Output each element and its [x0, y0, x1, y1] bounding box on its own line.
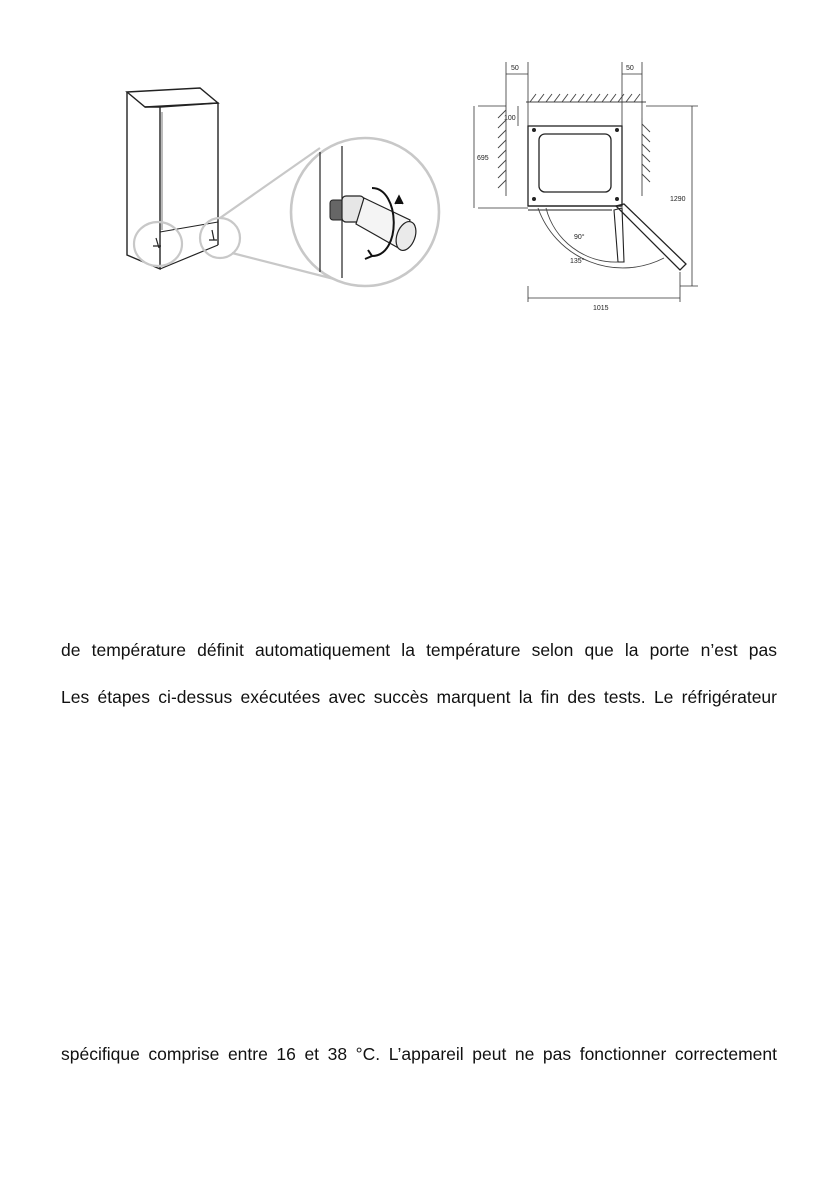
wall-hatching — [498, 94, 650, 196]
dim-side-left: 50 — [511, 65, 519, 72]
paragraph-line-temperature: de température définit automatiquement la température selon que la porte n’est pas — [61, 640, 777, 660]
angle-135-label: 135° — [570, 258, 585, 265]
fridge-body — [127, 92, 218, 269]
fridge-leveling-foot-figure — [110, 80, 450, 295]
angle-arc-135 — [538, 208, 664, 268]
foot-highlight-right — [200, 218, 240, 258]
dim-total-depth: 1290 — [670, 196, 686, 203]
paragraph-line-ambient: spécifique comprise entre 16 et 38 °C. L’appareil peut ne pas fonctionner correctement — [61, 1044, 777, 1064]
dim-side-right: 50 — [626, 65, 634, 72]
angle-90-label: 90° — [574, 234, 585, 241]
paragraph-line-tests: Les étapes ci-dessus exécutées avec succès marquent la fin des tests. Le réfrigérateur — [61, 687, 777, 707]
foot-right — [209, 230, 217, 240]
open-door — [616, 204, 686, 270]
installation-clearance-plan — [466, 58, 716, 318]
clearance-diagram — [466, 58, 716, 318]
fridge-top-view — [528, 126, 622, 206]
dim-total-width: 1015 — [593, 305, 609, 312]
dim-rear: 100 — [504, 115, 516, 122]
fridge-leveling-illustration — [110, 80, 450, 295]
dim-depth: 695 — [477, 155, 489, 162]
